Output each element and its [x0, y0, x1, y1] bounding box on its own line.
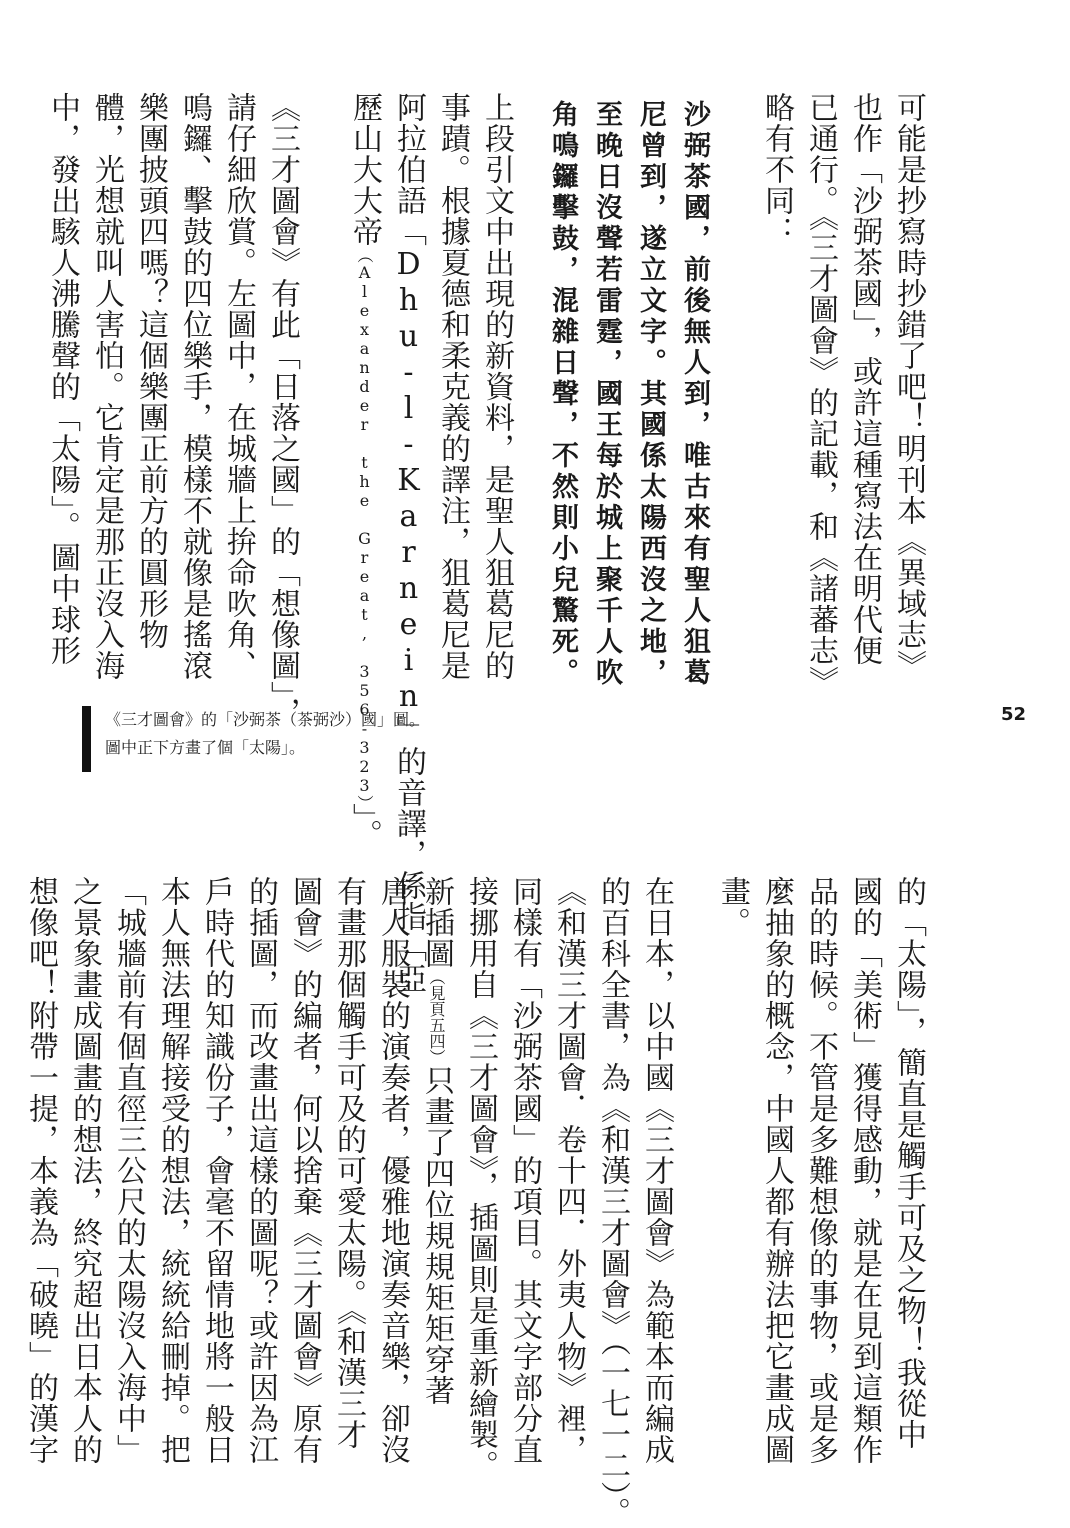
- text-column: 請仔細欣賞。左圖中，在城牆上拚命吹角、: [221, 92, 256, 681]
- caption-line: 《三才圖會》的「沙弼茶（茶弼沙）國」圖。: [105, 710, 426, 729]
- text-column: 鳴鑼、擊鼓的四位樂手，模樣不就像是搖滾: [177, 92, 212, 681]
- text-fragment: 歷山大大帝: [347, 92, 382, 247]
- text-column: 品的時候。不管是多難想像的事物，或是多: [803, 876, 838, 1465]
- text-column: 唐人服裝的演奏者，優雅地演奏音樂，卻沒: [375, 876, 410, 1465]
- text-column: [414, 876, 458, 1528]
- text-column: 的「太陽」，簡直是觸手可及之物！我從中: [891, 876, 926, 1450]
- quote-column: 角鳴鑼擊鼓，混雜日聲，不然則小兒驚死。: [547, 100, 578, 689]
- lower-paragraph-art: [710, 876, 930, 1465]
- text-column: 本人無法理解接受的想法，統統給刪掉。把: [155, 876, 190, 1465]
- text-column: 樂團披頭四嗎？這個樂團正前方的圓形物: [133, 92, 168, 650]
- text-column: 的百科全書，為《和漢三才圖會》（一七一二）。: [595, 876, 630, 1528]
- page-number: 52: [1000, 704, 1026, 725]
- text-column: 想像吧！附帶一提，本義為「破曉」的漢字: [23, 876, 58, 1465]
- quoted-passage: [540, 100, 716, 689]
- text-column: 略有不同：: [759, 92, 794, 247]
- text-column: 「城牆前有個直徑三公尺的太陽沒入海中」: [111, 876, 146, 1465]
- text-column: 阿拉伯語「Dhu-l-Karnein」的音譯，係指「亞: [391, 92, 426, 994]
- inline-annotation: （見頁五四）: [427, 969, 446, 1065]
- text-column: 之景象畫成圖畫的想法，終究超出日本人的: [67, 876, 102, 1465]
- text-column: 接挪用自《三才圖會》，插圖則是重新繪製。: [463, 876, 498, 1481]
- quote-column: 至晚日沒聲若雷霆，國王每於城上聚千人吹: [591, 100, 622, 689]
- text-column: 已通行。《三才圖會》的記載，和《諸蕃志》: [803, 92, 838, 697]
- inline-annotation: （Alexander the Great, 356-323）: [355, 247, 374, 803]
- caption-line: 圖中正下方畫了個「太陽」。: [105, 738, 306, 757]
- text-column: 戶時代的知識份子，會毫不留情地將一般日: [199, 876, 234, 1465]
- text-fragment: 」。: [347, 803, 382, 850]
- text-column: 上段引文中出現的新資料，是聖人狙葛尼的: [479, 92, 514, 681]
- text-column: 可能是抄寫時抄錯了吧！明刊本《異域志》: [891, 92, 926, 681]
- text-column: 體，光想就叫人害怕。它肯定是那正沒入海: [89, 92, 124, 681]
- text-column: 有畫那個觸手可及的可愛太陽。《和漢三才: [331, 876, 366, 1450]
- quote-column: 尼曾到，遂立文字。其國係太陽西沒之地，: [635, 100, 666, 689]
- text-column: 的插圖，而改畫出這樣的圖呢？或許因為江: [243, 876, 278, 1465]
- lower-paragraph-japan: [18, 876, 678, 1528]
- text-fragment: 新插圖: [419, 876, 454, 969]
- text-column: 畫。: [715, 876, 750, 938]
- figure-caption: [82, 706, 425, 772]
- text-column: 《和漢三才圖會．卷十四．外夷人物》裡，: [551, 876, 586, 1465]
- upper-paragraph-explanation: [342, 92, 518, 994]
- text-column: 在日本，以中國《三才圖會》為範本而編成: [639, 876, 674, 1465]
- text-column: [342, 92, 386, 994]
- quote-column: 沙弼茶國，前後無人到，唯古來有聖人狙葛: [679, 100, 710, 689]
- text-column: 圖會》的編者，何以捨棄《三才圖會》原有: [287, 876, 322, 1465]
- text-fragment: 只畫了四位規規矩矩穿著: [419, 1065, 454, 1406]
- text-column: 中，發出駭人沸騰聲的「太陽」。圖中球形: [45, 92, 80, 666]
- upper-paragraph-illustration: [40, 92, 304, 728]
- text-column: 《三才圖會》有此「日落之國」的「想像圖」，: [265, 92, 300, 728]
- text-column: 事蹟。根據夏德和柔克義的譯注，狙葛尼是: [435, 92, 470, 681]
- text-column: 國的「美術」獲得感動，就是在見到這類作: [847, 876, 882, 1465]
- text-column: 也作「沙弼茶國」，或許這種寫法在明代便: [847, 92, 882, 666]
- upper-paragraph-intro: [754, 92, 930, 697]
- text-column: 同樣有「沙弼茶國」的項目。其文字部分直: [507, 876, 542, 1465]
- text-column: 麼抽象的概念，中國人都有辦法把它畫成圖: [759, 876, 794, 1465]
